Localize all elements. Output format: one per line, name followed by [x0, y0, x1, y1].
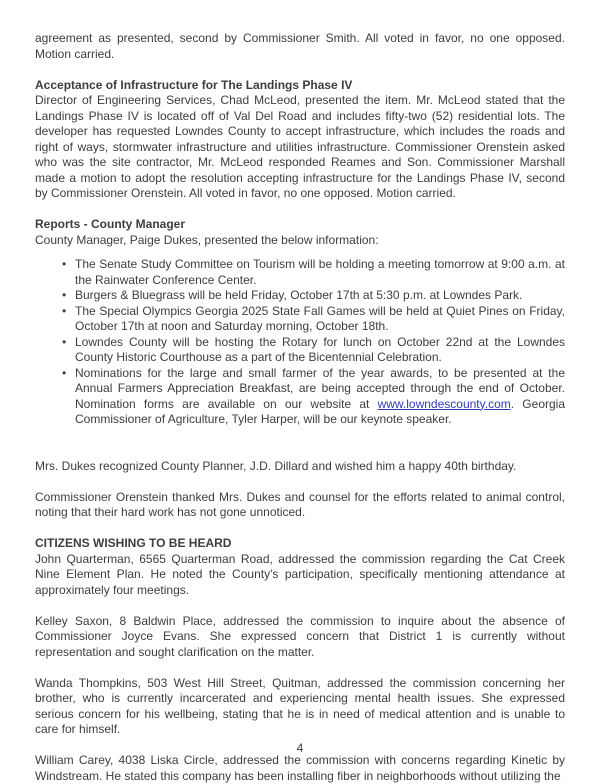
list-item-nominations	[75, 366, 565, 428]
nomination-text-before-link: Nominations for the large and small farmer of the year awards, to be presented at the Annual Farmers Appreciation Breakfast, are being accepted through the end of October. Nomination forms are available on our website at	[75, 365, 565, 411]
citizen-paragraph-thompkins: Wanda Thompkins, 503 West Hill Street, Quitman, addressed the commission concerning her brother, who is currently incarcerated and experiencing mental health issues. She expressed serious concern for his wellbeing, stating that he is in need of medical attention and is unable to care for himself.	[35, 675, 565, 736]
orenstein-thanks-paragraph: Commissioner Orenstein thanked Mrs. Dukes and counsel for the efforts related to animal control, noting that their hard work has not gone unnoticed.	[35, 489, 565, 519]
list-item: • The Special Olympics Georgia 2025 State Fall Games will be held at Quiet Pines on Friday, October 17th at noon and Saturday morning, October 18th.	[75, 304, 565, 335]
citizen-paragraph-carey: William Carey, 4038 Liska Circle, addressed the commission with concerns regarding Kinetic by Windstream. He stated this company has been installing fiber in neighborhoods without utilizing the	[35, 753, 565, 783]
website-link[interactable]: www.lowndescounty.com	[377, 396, 511, 411]
list-item: • Lowndes County will be hosting the Rotary for lunch on October 22nd at the Lowndes County Historic Courthouse as a part of the Bicentennial Celebration.	[75, 335, 565, 366]
reports-intro-paragraph: County Manager, Paige Dukes, presented the below information:	[35, 232, 379, 247]
dukes-recognition-paragraph: Mrs. Dukes recognized County Planner, J.D. Dillard and wished him a happy 40th birthday.	[35, 458, 517, 473]
reports-bullet-list	[35, 257, 565, 428]
page-number: 4	[296, 741, 304, 755]
section-heading-infrastructure: Acceptance of Infrastructure for The Landings Phase IV	[35, 77, 353, 92]
nomination-text-after-link: . Georgia Commissioner of Agriculture, Tyler Harper, will be our keynote speaker.	[75, 396, 565, 426]
list-item: • The Senate Study Committee on Tourism will be holding a meeting tomorrow at 9:00 a.m. at the Rainwater Conference Center.	[75, 257, 565, 288]
list-item: • Burgers & Bluegrass will be held Friday, October 17th at 5:30 p.m. at Lowndes Park.	[75, 288, 565, 304]
citizen-paragraph-saxon: Kelley Saxon, 8 Baldwin Place, addressed the commission to inquire about the absence of Commissioner Joyce Evans. She expressed concern that District 1 is currently without representation and sought clarification on the matter.	[35, 613, 565, 659]
continuation-paragraph: agreement as presented, second by Commissioner Smith. All voted in favor, no one opposed. Motion carried.	[35, 31, 565, 61]
citizen-paragraph-quarterman: John Quarterman, 6565 Quarterman Road, addressed the commission regarding the Cat Creek Nine Element Plan. He noted the County's participation, specifically mentioning attendance at approximately four meetings.	[35, 551, 565, 597]
infrastructure-paragraph: Director of Engineering Services, Chad McLeod, presented the item. Mr. McLeod stated that the Landings Phase IV is located off of Val Del Road and includes fifty-two (52) residential lots. The developer has requested Lowndes County to accept infrastructure, which includes the roads and right of ways, stormwater infrastructure and utilities infrastructure. Commissioner Orenstein asked who was the site contractor, Mr. McLeod responded Reames and Son. Commissioner Marshall made a motion to adopt the resolution accepting infrastructure for the Landings Phase IV, second by Commissioner Orenstein. All voted in favor, no one opposed. Motion carried.	[35, 93, 565, 200]
section-heading-reports: Reports - County Manager	[35, 217, 186, 231]
section-heading-citizens: CITIZENS WISHING TO BE HEARD	[35, 536, 232, 550]
